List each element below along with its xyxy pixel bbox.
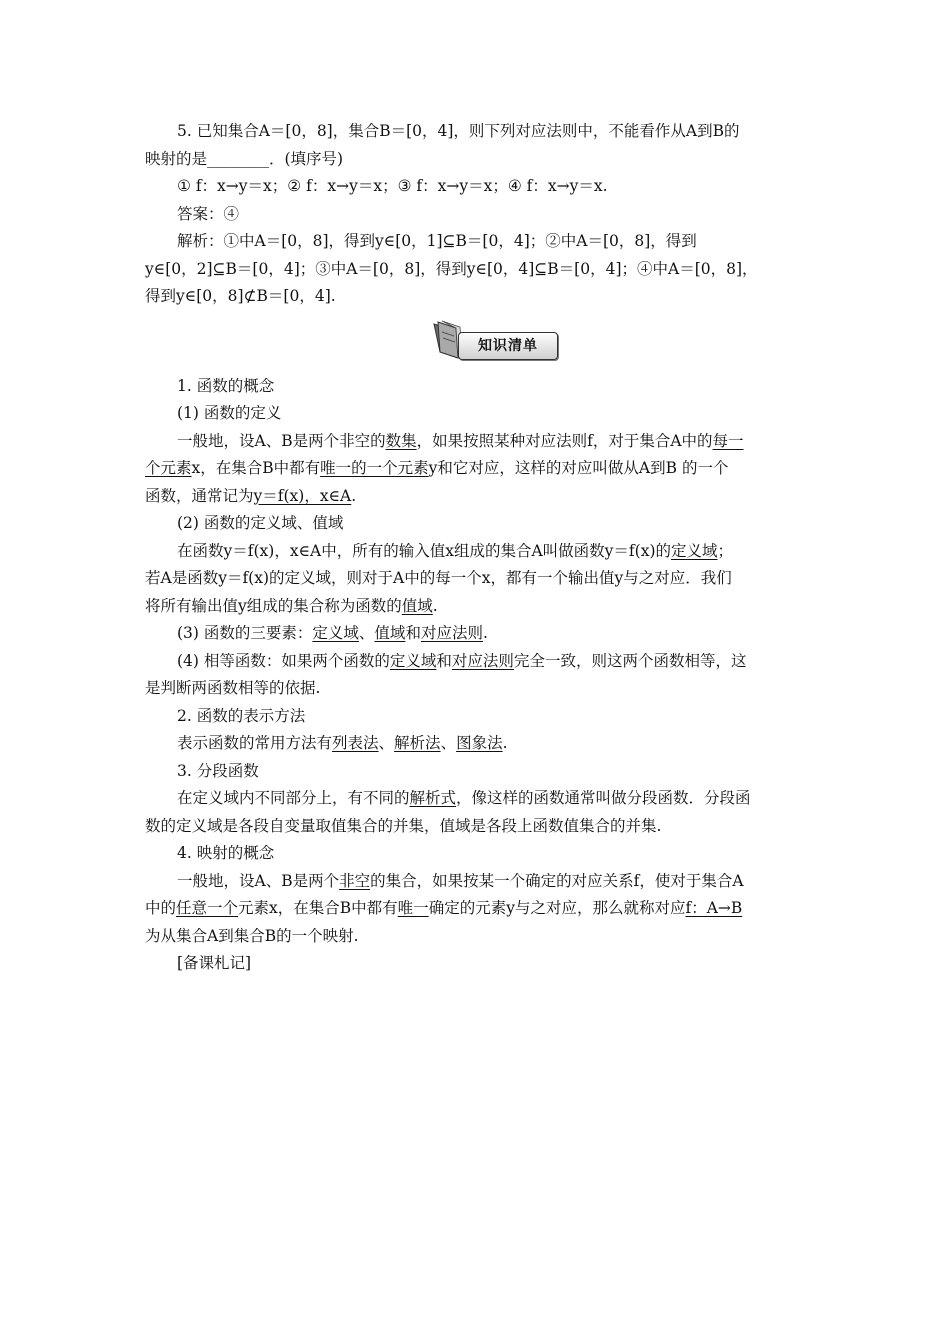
equal-functions-line-2: 是判断两函数相等的依据. <box>145 679 321 697</box>
section-1-title: 1. 函数的概念 <box>177 376 275 395</box>
section-1-1-title: (1) 函数的定义 <box>177 404 282 422</box>
section-2-title: 2. 函数的表示方法 <box>177 706 306 725</box>
mapping-line-3: 为从集合A到集合B的一个映射. <box>145 926 359 945</box>
banner-plate <box>458 332 558 360</box>
section-4-title: 4. 映射的概念 <box>177 844 275 862</box>
question-5-answer: 答案：④ <box>177 204 240 223</box>
representation-line: 表示函数的常用方法有列表法、解析法、图象法. <box>177 734 508 752</box>
equal-functions-line-1: (4) 相等函数：如果两个函数的定义域和对应法则完全一致，则这两个函数相等，这 <box>177 651 747 670</box>
question-5-explanation-1: 解析：①中A＝[0，8]，得到y∈[0，1]⊆B＝[0，4]；②中A＝[0，8]，得到 <box>177 232 697 250</box>
domain-line-3: 将所有输出值y组成的集合称为函数的值域. <box>145 596 438 615</box>
mapping-line-2: 中的任意一个元素x，在集合B中都有唯一确定的元素y与之对应，那么就称对应f：A→B <box>145 899 743 917</box>
piecewise-line-2: 数的定义域是各段自变量取值集合的并集，值域是各段上函数值集合的并集. <box>145 816 662 835</box>
definition-line-3: 函数，通常记为y＝f(x)，x∈A. <box>145 486 357 505</box>
question-5-options: ① f：x→y＝x；② f：x→y＝x；③ f：x→y＝x；④ f：x→y＝x. <box>177 177 608 195</box>
definition-line-1: 一般地，设A、B是两个非空的数集，如果按照某种对应法则f，对于集合A中的每一 <box>177 431 744 450</box>
section-3-title: 3. 分段函数 <box>177 761 259 780</box>
mapping-line-1: 一般地，设A、B是两个非空的集合，如果按某一个确定的对应关系f，使对于集合A <box>177 871 744 890</box>
three-elements-line: (3) 函数的三要素：定义域、值域和对应法则. <box>177 624 488 642</box>
banner-title: 知识清单 <box>478 337 538 354</box>
question-5-line-2: 映射的是________．(填序号) <box>145 149 344 168</box>
question-5-explanation-3: 得到y∈[0，8]⊄B＝[0，4]. <box>145 287 336 305</box>
piecewise-line-1: 在定义域内不同部分上，有不同的解析式，像这样的函数通常叫做分段函数．分段函 <box>177 789 751 807</box>
domain-line-2: 若A是函数y＝f(x)的定义域，则对于A中的每一个x，都有一个输出值y与之对应．我们 <box>145 569 732 587</box>
section-1-2-title: (2) 函数的定义域、值域 <box>177 514 344 532</box>
question-5-explanation-2: y∈[0，2]⊆B＝[0，4]；③中A＝[0，8]，得到y∈[0，4]⊆B＝[0，4]；④中A＝[0，8]， <box>145 259 758 278</box>
document-body <box>145 118 807 978</box>
lesson-notes-label: [备课札记] <box>177 954 252 972</box>
section-banner <box>145 311 807 373</box>
question-5-line-1: 5. 已知集合A＝[0，8]，集合B＝[0，4]，则下列对应法则中，不能看作从A到B的 <box>177 122 740 140</box>
domain-line-1: 在函数y＝f(x)，x∈A中，所有的输入值x组成的集合A叫做函数y＝f(x)的定义域； <box>177 541 734 560</box>
definition-line-2: 个元素x，在集合B中都有唯一的一个元素y和它对应，这样的对应叫做从A到B 的一个 <box>145 459 729 477</box>
